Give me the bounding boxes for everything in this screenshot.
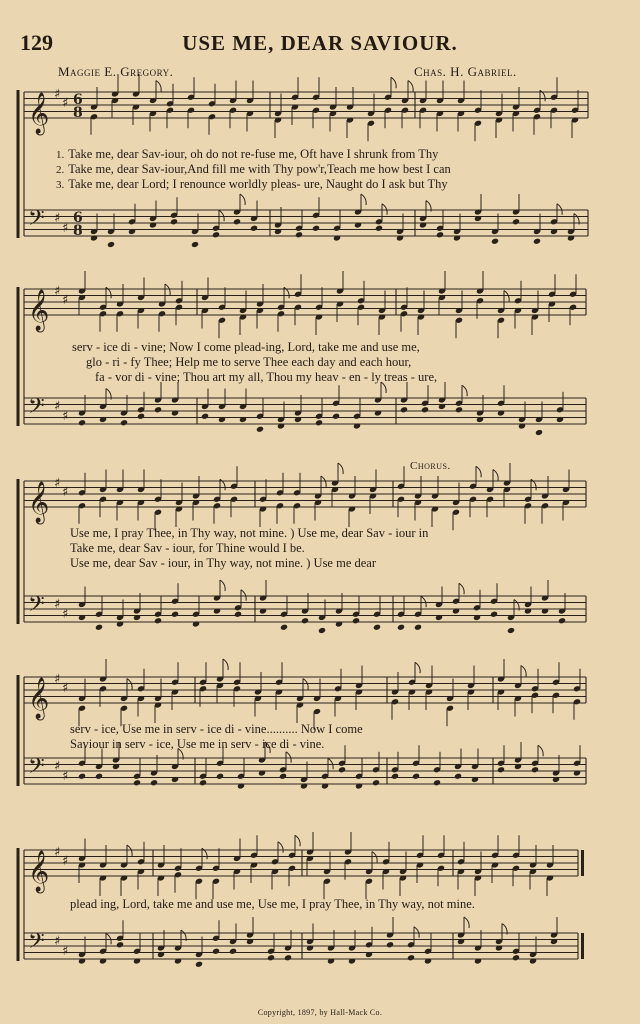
note-head — [424, 957, 432, 964]
sharp-icon: ♯ — [62, 944, 69, 959]
treble-clef-icon: 𝄞 — [28, 290, 50, 331]
note-head — [259, 607, 267, 614]
note-head — [396, 234, 404, 241]
note-flag — [165, 284, 170, 295]
note-head — [419, 221, 427, 228]
note-flag — [241, 590, 246, 601]
note-head — [348, 957, 356, 964]
note-head — [191, 241, 199, 248]
verse-number: 3. — [56, 179, 65, 191]
note-flag — [391, 77, 396, 88]
note-head — [556, 416, 564, 423]
final-barline — [581, 933, 584, 959]
note-head — [250, 225, 258, 232]
note-head — [335, 620, 343, 627]
note-head — [95, 773, 103, 780]
note-head — [149, 221, 157, 228]
note-head — [157, 951, 165, 958]
note-head — [171, 409, 179, 416]
note-head — [267, 954, 275, 961]
note-head — [246, 938, 254, 945]
note-head — [535, 429, 543, 436]
note-head — [455, 406, 463, 413]
note-head — [512, 954, 520, 961]
note-flag — [219, 210, 224, 221]
note-head — [321, 782, 329, 789]
lyric-text: Take me, dear Sav-iour, oh do not re-fuse me, Oft have I shrunk from Thy — [68, 147, 439, 161]
lyric-text: Take me, dear Sav-iour,And fill me with Thy pow'r,Teach me how best I can — [68, 162, 451, 176]
lyric-text: glo - ri - fy Thee; Help me to serve Thee each day and each hour, — [86, 355, 412, 369]
note-head — [154, 406, 162, 413]
sharp-icon: ♯ — [54, 934, 61, 949]
note-head — [150, 779, 158, 786]
bass-clef-icon: 𝄢 — [28, 754, 45, 784]
note-head — [318, 627, 326, 634]
note-head — [550, 938, 558, 945]
note-head — [436, 231, 444, 238]
note-head — [533, 238, 541, 245]
verse-number: 1. — [56, 149, 65, 161]
note-flag — [303, 679, 308, 690]
note-head — [229, 948, 237, 955]
note-head — [78, 773, 86, 780]
sharp-icon: ♯ — [62, 96, 69, 111]
note-head — [386, 941, 394, 948]
sharp-icon: ♯ — [62, 607, 69, 622]
note-flag — [156, 81, 161, 92]
note-head — [452, 607, 460, 614]
sharp-icon: ♯ — [54, 399, 61, 414]
note-head — [552, 776, 560, 783]
note-head — [512, 218, 520, 225]
lyric-text: fa - vor di - vine; Thou art my all, Thou my heav - en - ly treas - ure, — [95, 370, 438, 384]
note-head — [438, 403, 446, 410]
note-head — [306, 944, 314, 951]
note-head — [295, 231, 303, 238]
note-head — [375, 225, 383, 232]
note-head — [133, 957, 141, 964]
bass-clef-icon: 𝄢 — [28, 592, 45, 622]
note-flag — [414, 927, 419, 938]
lyric-line — [56, 177, 448, 192]
sharp-icon: ♯ — [54, 597, 61, 612]
note-head — [495, 944, 503, 951]
lyric-line — [70, 737, 324, 751]
note-head — [453, 234, 461, 241]
bass-clef-icon: 𝄢 — [28, 206, 45, 236]
lyric-line — [70, 526, 428, 540]
lyric-text: Saviour in serv - ice, Use me in serv - ice di - vine. — [70, 737, 325, 751]
lyric-line — [70, 541, 305, 555]
note-head — [414, 624, 422, 631]
sharp-icon: ♯ — [54, 476, 61, 491]
note-flag — [127, 679, 132, 690]
note-head — [353, 422, 361, 429]
note-head — [78, 419, 86, 426]
note-flag — [220, 580, 225, 591]
sharp-icon: ♯ — [62, 221, 69, 236]
note-head — [284, 954, 292, 961]
sharp-icon: ♯ — [54, 284, 61, 299]
final-barline — [581, 850, 584, 876]
note-head — [567, 234, 575, 241]
note-head — [457, 938, 465, 945]
note-head — [294, 416, 302, 423]
treble-clef-icon: 𝄞 — [28, 678, 50, 719]
note-head — [497, 409, 505, 416]
note-head — [474, 215, 482, 222]
note-flag — [361, 194, 366, 205]
note-head — [99, 416, 107, 423]
note-head — [497, 766, 505, 773]
time-signature-top: 6 — [73, 92, 83, 108]
note-head — [433, 779, 441, 786]
note-flag — [462, 385, 467, 396]
note-head — [514, 763, 522, 770]
lyric-text: Take me, dear Lord; I renounce worldly pleas- ure, Naught do I ask but Thy — [68, 177, 448, 191]
note-flag — [278, 842, 283, 853]
note-head — [407, 954, 415, 961]
note-head — [256, 426, 264, 433]
time-signature-bottom: 8 — [73, 105, 83, 121]
note-flag — [459, 583, 464, 594]
copyright-notice: Copyright, 1897, by Hall-Mack Co. — [257, 1008, 383, 1017]
note-head — [199, 779, 207, 786]
lyric-line — [70, 722, 363, 736]
note-head — [107, 241, 115, 248]
time-signature-top: 6 — [73, 210, 83, 226]
bass-clef-icon: 𝄢 — [28, 929, 45, 959]
lyric-line — [72, 340, 420, 354]
lyric-text: serv - ice, Use me in serv - ice di - vine.......... Now I come — [70, 722, 363, 736]
note-head — [372, 779, 380, 786]
lyric-line — [56, 147, 438, 162]
note-head — [201, 413, 209, 420]
note-head — [332, 413, 340, 420]
lyric-line — [70, 897, 475, 911]
note-head — [239, 416, 247, 423]
note-head — [234, 611, 242, 618]
note-flag — [476, 466, 481, 477]
note-head — [365, 951, 373, 958]
verse-number: 2. — [56, 164, 65, 176]
note-head — [133, 614, 141, 621]
note-head — [154, 617, 162, 624]
note-head — [171, 611, 179, 618]
note-head — [99, 957, 107, 964]
note-head — [112, 763, 120, 770]
note-flag — [286, 752, 291, 763]
note-flag — [538, 745, 543, 756]
note-head — [391, 773, 399, 780]
note-head — [213, 607, 221, 614]
treble-clef-icon: 𝄞 — [28, 482, 50, 523]
note-flag — [372, 852, 377, 863]
lyric-text: serv - ice di - vine; Now I come plead-ing, Lord, take me and use me, — [72, 340, 420, 354]
note-head — [518, 422, 526, 429]
note-head — [412, 773, 420, 780]
note-flag — [415, 662, 420, 673]
note-head — [354, 221, 362, 228]
note-head — [174, 957, 182, 964]
note-flag — [504, 291, 509, 302]
lyricist-credit: Maggie E. Gregory. — [58, 64, 174, 79]
note-head — [400, 406, 408, 413]
note-head — [195, 961, 203, 968]
note-head — [233, 218, 241, 225]
note-flag — [557, 204, 562, 215]
treble-clef-icon: 𝄞 — [28, 93, 50, 134]
note-head — [397, 624, 405, 631]
note-head — [507, 627, 515, 634]
note-head — [573, 769, 581, 776]
note-head — [95, 624, 103, 631]
lyric-text: Use me, dear Sav - iour, in Thy way, not mine. ) Use me dear — [70, 556, 377, 570]
note-flag — [521, 666, 526, 677]
note-head — [277, 422, 285, 429]
note-flag — [421, 596, 426, 607]
note-flag — [338, 463, 343, 474]
note-head — [524, 607, 532, 614]
note-flag — [328, 758, 333, 769]
composer-credit: Chas. H. Gabriel. — [414, 64, 517, 79]
sharp-icon: ♯ — [62, 293, 69, 308]
note-head — [116, 620, 124, 627]
note-head — [558, 617, 566, 624]
note-head — [333, 234, 341, 241]
note-head — [435, 614, 443, 621]
lyric-line — [86, 355, 411, 369]
note-head — [216, 773, 224, 780]
chorus-label: Chorus. — [410, 460, 451, 472]
sharp-icon: ♯ — [54, 87, 61, 102]
note-head — [421, 406, 429, 413]
note-flag — [240, 194, 245, 205]
note-head — [473, 614, 481, 621]
note-head — [355, 782, 363, 789]
sharp-icon: ♯ — [62, 485, 69, 500]
lyric-text: plead ing, Lord, take me and use me, Use me, I pray Thee, in Thy way, not mine. — [70, 897, 475, 911]
note-flag — [223, 659, 228, 670]
lyric-line — [95, 370, 437, 384]
note-flag — [464, 917, 469, 928]
note-flag — [295, 835, 300, 846]
lyric-text: Take me, dear Sav - iour, for Thine would I be. — [70, 541, 305, 555]
note-head — [300, 782, 308, 789]
hymn-title: USE ME, DEAR SAVIOUR. — [182, 31, 458, 55]
note-head — [327, 957, 335, 964]
sharp-icon: ♯ — [54, 672, 61, 687]
note-head — [531, 766, 539, 773]
note-head — [279, 773, 287, 780]
note-head — [170, 218, 178, 225]
note-head — [192, 620, 200, 627]
sharp-icon: ♯ — [62, 681, 69, 696]
note-head — [258, 769, 266, 776]
sharp-icon: ♯ — [54, 759, 61, 774]
note-flag — [106, 933, 111, 944]
sharp-icon: ♯ — [54, 211, 61, 226]
note-head — [133, 779, 141, 786]
bass-clef-icon: 𝄢 — [28, 394, 45, 424]
sharp-icon: ♯ — [62, 769, 69, 784]
note-head — [218, 416, 226, 423]
note-head — [301, 617, 309, 624]
note-flag — [321, 476, 326, 487]
note-head — [78, 614, 86, 621]
note-flag — [127, 845, 132, 856]
note-head — [212, 231, 220, 238]
note-head — [315, 419, 323, 426]
page-number: 129 — [20, 30, 53, 55]
lyric-line — [70, 556, 376, 570]
note-head — [237, 782, 245, 789]
note-head — [212, 948, 220, 955]
note-flag — [408, 81, 413, 92]
note-head — [374, 409, 382, 416]
note-head — [78, 957, 86, 964]
note-head — [454, 773, 462, 780]
note-head — [312, 225, 320, 232]
note-head — [373, 624, 381, 631]
note-head — [274, 228, 282, 235]
note-flag — [382, 204, 387, 215]
note-head — [338, 766, 346, 773]
note-head — [352, 617, 360, 624]
note-head — [128, 228, 136, 235]
note-head — [137, 413, 145, 420]
lyric-line — [56, 162, 451, 177]
note-head — [491, 238, 499, 245]
note-flag — [493, 470, 498, 481]
note-head — [90, 234, 98, 241]
note-head — [541, 607, 549, 614]
treble-clef-icon: 𝄞 — [28, 851, 50, 892]
note-head — [471, 776, 479, 783]
note-head — [474, 957, 482, 964]
note-head — [171, 776, 179, 783]
sharp-icon: ♯ — [62, 854, 69, 869]
note-head — [280, 624, 288, 631]
note-head — [490, 611, 498, 618]
time-signature-bottom: 8 — [73, 223, 83, 239]
note-head — [529, 957, 537, 964]
lyric-text: Use me, I pray Thee, in Thy way, not mine. ) Use me, dear Sav - iour in — [70, 526, 429, 540]
note-head — [116, 941, 124, 948]
note-head — [550, 228, 558, 235]
note-head — [476, 416, 484, 423]
note-head — [120, 419, 128, 426]
sharp-icon: ♯ — [62, 409, 69, 424]
sharp-icon: ♯ — [54, 845, 61, 860]
